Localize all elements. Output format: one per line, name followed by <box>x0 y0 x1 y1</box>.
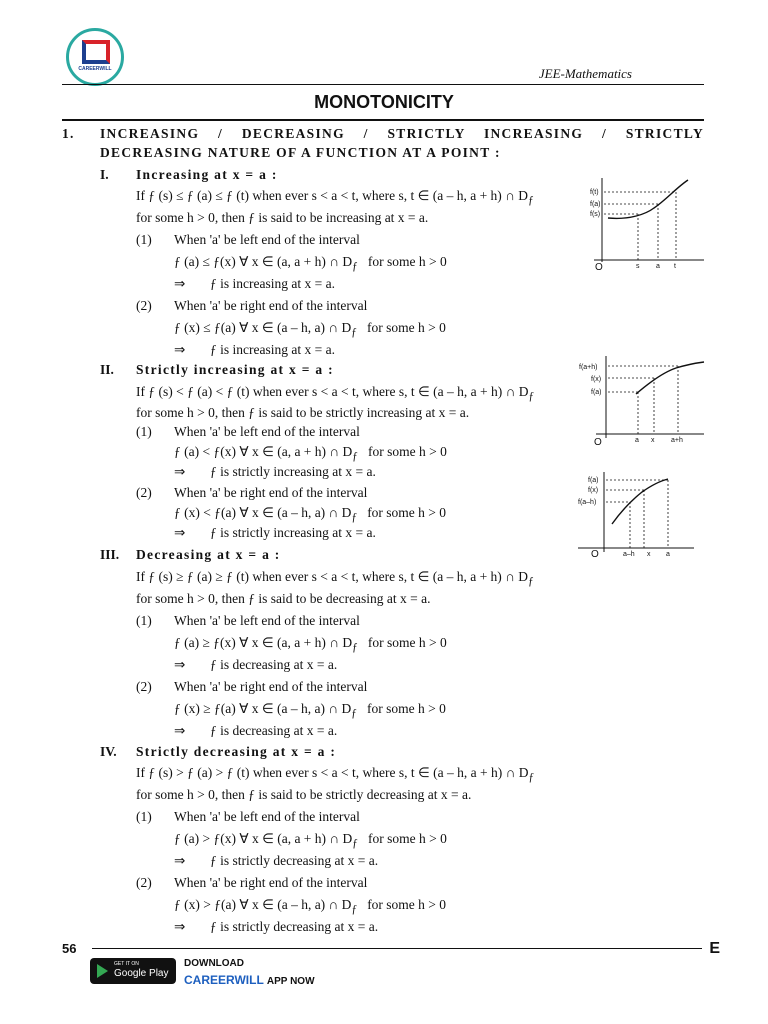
x-label: a+h <box>671 437 683 444</box>
case-number: (1) <box>136 424 152 439</box>
case-text: When 'a' be right end of the interval <box>174 679 368 694</box>
definition-line: for some h > 0, then ƒ is said to be increasing at x = a. <box>136 210 429 225</box>
implies-arrow: ⇒ <box>174 525 186 540</box>
page-title: MONOTONICITY <box>314 92 454 112</box>
case-text: When 'a' be left end of the interval <box>174 613 360 628</box>
x-label: a–h <box>623 551 635 558</box>
case-number: (1) <box>136 613 152 628</box>
implies-arrow: ⇒ <box>174 919 186 934</box>
x-label: t <box>674 263 676 270</box>
definition-line: for some h > 0, then ƒ is said to be decreasing at x = a. <box>136 591 431 606</box>
definition-line: for some h > 0, then ƒ is said to be strictly decreasing at x = a. <box>136 787 472 802</box>
case-number: (1) <box>136 232 152 247</box>
badge-getit-text: GET IT ON <box>114 961 139 967</box>
page-number: 56 <box>62 941 77 956</box>
case-number: (1) <box>136 809 152 824</box>
origin-label: O <box>595 262 603 273</box>
title-rule <box>62 119 704 121</box>
implies-arrow: ⇒ <box>174 853 186 868</box>
implies-arrow: ⇒ <box>174 342 186 357</box>
download-label: DOWNLOAD <box>184 958 244 969</box>
part-title: Increasing at x = a : <box>136 167 278 182</box>
logo-text: CAREERWILL <box>78 66 112 72</box>
play-store-icon <box>97 964 108 978</box>
strictly-increasing-left-graph-figure <box>576 468 696 560</box>
strictly-increasing-graph-figure <box>578 352 708 448</box>
case-text: When 'a' be right end of the interval <box>174 298 368 313</box>
badge-store-name: Google Play <box>114 968 169 979</box>
definition-line: If ƒ (s) > ƒ (a) > ƒ (t) when ever s < a < t, where s, t ∈ (a – h, a + h) ∩ $D_ƒ$ <box>136 765 535 784</box>
case-text: When 'a' be left end of the interval <box>174 232 360 247</box>
app-now-label: APP NOW <box>266 976 315 987</box>
definition-line: If ƒ (s) < ƒ (a) < ƒ (t) when ever s < a < t, where s, t ∈ (a – h, a + h) ∩ $D_ƒ$ <box>136 384 535 403</box>
logo-mark-icon <box>82 40 110 64</box>
part-title: Decreasing at x = a : <box>136 547 281 562</box>
conclusion: ƒ is increasing at x = a. <box>210 276 335 291</box>
increasing-graph-figure <box>586 174 708 274</box>
y-label: f(a) <box>590 201 601 208</box>
part-number: I. <box>100 167 109 182</box>
definition-line: If ƒ (s) ≥ ƒ (a) ≥ ƒ (t) when ever s < a < t, where s, t ∈ (a – h, a + h) ∩ $D_ƒ$ <box>136 569 534 588</box>
formula: ƒ (x) < ƒ(a) ∀ x ∈ (a – h, a) ∩ $D_ƒ$ for some h > 0 <box>174 505 447 524</box>
part-title: Strictly decreasing at x = a : <box>136 744 337 759</box>
formula: ƒ (x) ≤ ƒ(a) ∀ x ∈ (a – h, a) ∩ $D_ƒ$ for some h > 0 <box>174 320 446 339</box>
origin-label: O <box>591 549 599 560</box>
implies-arrow: ⇒ <box>174 276 186 291</box>
definition-line: for some h > 0, then ƒ is said to be strictly increasing at x = a. <box>136 405 470 420</box>
part-title: Strictly increasing at x = a : <box>136 362 334 377</box>
case-text: When 'a' be left end of the interval <box>174 809 360 824</box>
part-number: IV. <box>100 744 117 759</box>
origin-label: O <box>594 437 602 448</box>
curve <box>612 479 668 524</box>
y-label: f(s) <box>590 211 601 218</box>
conclusion: ƒ is strictly increasing at x = a. <box>210 525 376 540</box>
case-number: (2) <box>136 298 152 313</box>
implies-arrow: ⇒ <box>174 464 186 479</box>
subject-label: JEE-Mathematics <box>538 66 632 81</box>
y-label: f(a+h) <box>579 364 598 371</box>
implies-arrow: ⇒ <box>174 723 186 738</box>
x-label: a <box>635 437 639 444</box>
case-number: (2) <box>136 679 152 694</box>
brand-name: CAREERWILL <box>184 973 264 987</box>
edition-letter: E <box>709 940 720 957</box>
footer-rule <box>92 948 702 949</box>
y-label: f(a–h) <box>578 499 597 506</box>
case-number: (2) <box>136 485 152 500</box>
part-number: III. <box>100 547 120 562</box>
case-text: When 'a' be right end of the interval <box>174 875 368 890</box>
curve <box>636 362 704 394</box>
case-number: (2) <box>136 875 152 890</box>
conclusion: ƒ is decreasing at x = a. <box>210 657 338 672</box>
formula: ƒ (a) > ƒ(x) ∀ x ∈ (a, a + h) ∩ $D_ƒ$ for some h > 0 <box>174 831 447 850</box>
section-number: 1. <box>62 126 75 141</box>
careerwill-logo <box>66 28 124 86</box>
section-heading-line1: INCREASING / DECREASING / STRICTLY INCREASING / STRICTLY <box>100 126 704 141</box>
header-rule <box>62 84 704 85</box>
x-label: s <box>636 263 640 270</box>
y-label: f(a) <box>591 389 602 396</box>
section-heading-line2: DECREASING NATURE OF A FUNCTION AT A POINT : <box>100 145 501 160</box>
formula: ƒ (x) > ƒ(a) ∀ x ∈ (a – h, a) ∩ $D_ƒ$ for some h > 0 <box>174 897 447 916</box>
part-number: II. <box>100 362 114 377</box>
definition-line: If ƒ (s) ≤ ƒ (a) ≤ ƒ (t) when ever s < a < t, where s, t ∈ (a – h, a + h) ∩ $D_ƒ$ <box>136 188 534 207</box>
conclusion: ƒ is strictly decreasing at x = a. <box>210 853 379 868</box>
conclusion: ƒ is strictly decreasing at x = a. <box>210 919 379 934</box>
implies-arrow: ⇒ <box>174 657 186 672</box>
formula: ƒ (x) ≥ ƒ(a) ∀ x ∈ (a – h, a) ∩ $D_ƒ$ for some h > 0 <box>174 701 446 720</box>
formula: ƒ (a) < ƒ(x) ∀ x ∈ (a, a + h) ∩ $D_ƒ$ for some h > 0 <box>174 444 447 463</box>
formula: ƒ (a) ≤ ƒ(x) ∀ x ∈ (a, a + h) ∩ $D_ƒ$ for some h > 0 <box>174 254 447 273</box>
y-label: f(t) <box>590 189 599 196</box>
conclusion: ƒ is increasing at x = a. <box>210 342 335 357</box>
google-play-badge[interactable] <box>90 958 176 984</box>
case-text: When 'a' be right end of the interval <box>174 485 368 500</box>
case-text: When 'a' be left end of the interval <box>174 424 360 439</box>
y-label: f(a) <box>588 477 599 484</box>
y-label: f(x) <box>588 487 599 494</box>
conclusion: ƒ is strictly increasing at x = a. <box>210 464 376 479</box>
formula: ƒ (a) ≥ ƒ(x) ∀ x ∈ (a, a + h) ∩ $D_ƒ$ for some h > 0 <box>174 635 447 654</box>
y-label: f(x) <box>591 376 602 383</box>
conclusion: ƒ is decreasing at x = a. <box>210 723 338 738</box>
x-label: a <box>656 263 660 270</box>
x-label: a <box>666 551 670 558</box>
app-promo <box>184 973 315 987</box>
x-label: x <box>647 551 651 558</box>
x-label: x <box>651 437 655 444</box>
